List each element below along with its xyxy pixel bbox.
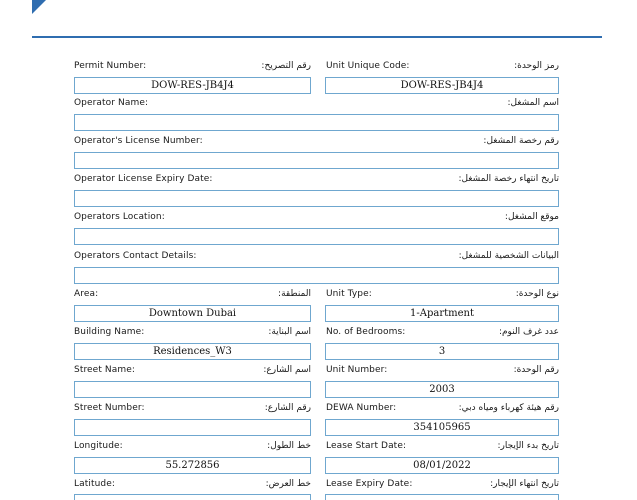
operators-contact-label-ar: البيانات الشخصية للمشغل: — [458, 251, 559, 261]
street-number-field[interactable] — [74, 419, 311, 436]
operator-license-expiry-label-en: Operator License Expiry Date: — [74, 174, 213, 184]
latitude-field[interactable] — [74, 494, 311, 500]
header-rule — [32, 36, 602, 38]
unit-number-label-ar: رقم الوحدة: — [513, 365, 559, 375]
area-field[interactable]: Downtown Dubai — [74, 305, 311, 322]
unit-unique-code-label-ar: رمز الوحدة: — [514, 61, 559, 71]
unit-type-field[interactable]: 1-Apartment — [325, 305, 559, 322]
street-number-label-ar: رقم الشارع: — [264, 403, 311, 413]
operators-contact-field[interactable] — [74, 267, 559, 284]
operators-location-label-en: Operators Location: — [74, 212, 165, 222]
latitude-label-en: Latitude: — [74, 479, 115, 489]
unit-number-field[interactable]: 2003 — [325, 381, 559, 398]
longitude-field[interactable]: 55.272856 — [74, 457, 311, 474]
operator-license-expiry-label-ar: تاريخ انتهاء رخصة المشغل: — [458, 174, 559, 184]
bedrooms-label-ar: عدد غرف النوم: — [498, 327, 559, 337]
operators-contact-label-en: Operators Contact Details: — [74, 251, 197, 261]
lease-expiry-label-ar: تاريخ انتهاء الإيجار: — [490, 479, 559, 489]
street-name-label-ar: اسم الشارع: — [263, 365, 311, 375]
operator-name-label-en: Operator Name: — [74, 98, 149, 108]
operator-name-label-ar: اسم المشغل: — [507, 98, 559, 108]
lease-start-field[interactable]: 08/01/2022 — [325, 457, 559, 474]
unit-type-label-ar: نوع الوحدة: — [515, 289, 559, 299]
lease-start-label-en: Lease Start Date: — [326, 441, 407, 451]
operators-location-label-ar: موقع المشغل: — [504, 212, 559, 222]
dewa-number-label-en: DEWA Number: — [326, 403, 397, 413]
lease-expiry-label-en: Lease Expiry Date: — [326, 479, 413, 489]
unit-unique-code-label-en: Unit Unique Code: — [326, 61, 410, 71]
operator-name-field[interactable] — [74, 114, 559, 131]
building-name-label-en: Building Name: — [74, 327, 145, 337]
longitude-label-en: Longitude: — [74, 441, 123, 451]
unit-type-label-en: Unit Type: — [326, 289, 372, 299]
building-name-label-ar: اسم البناية: — [268, 327, 311, 337]
dewa-number-field[interactable]: 354105965 — [325, 419, 559, 436]
building-name-field[interactable]: Residences_W3 — [74, 343, 311, 360]
operator-license-number-label-en: Operator's License Number: — [74, 136, 203, 146]
permit-number-label-en: Permit Number: — [74, 61, 147, 71]
street-name-label-en: Street Name: — [74, 365, 135, 375]
bedrooms-field[interactable]: 3 — [325, 343, 559, 360]
street-name-field[interactable] — [74, 381, 311, 398]
lease-start-label-ar: تاريخ بدء الإيجار: — [497, 441, 559, 451]
unit-number-label-en: Unit Number: — [326, 365, 388, 375]
operator-license-number-field[interactable] — [74, 152, 559, 169]
latitude-label-ar: خط العرض: — [265, 479, 311, 489]
area-label-ar: المنطقة: — [278, 289, 311, 299]
permit-number-field[interactable]: DOW-RES-JB4J4 — [74, 77, 311, 94]
street-number-label-en: Street Number: — [74, 403, 145, 413]
dewa-number-label-ar: رقم هيئة كهرباء ومياه دبي: — [458, 403, 559, 413]
operator-license-expiry-field[interactable] — [74, 190, 559, 207]
unit-unique-code-field[interactable]: DOW-RES-JB4J4 — [325, 77, 559, 94]
operators-location-field[interactable] — [74, 228, 559, 245]
lease-expiry-field[interactable] — [325, 494, 559, 500]
corner-accent — [32, 0, 46, 14]
area-label-en: Area: — [74, 289, 99, 299]
permit-number-label-ar: رقم التصريح: — [261, 61, 311, 71]
operator-license-number-label-ar: رقم رخصة المشغل: — [483, 136, 559, 146]
longitude-label-ar: خط الطول: — [267, 441, 311, 451]
bedrooms-label-en: No. of Bedrooms: — [326, 327, 406, 337]
